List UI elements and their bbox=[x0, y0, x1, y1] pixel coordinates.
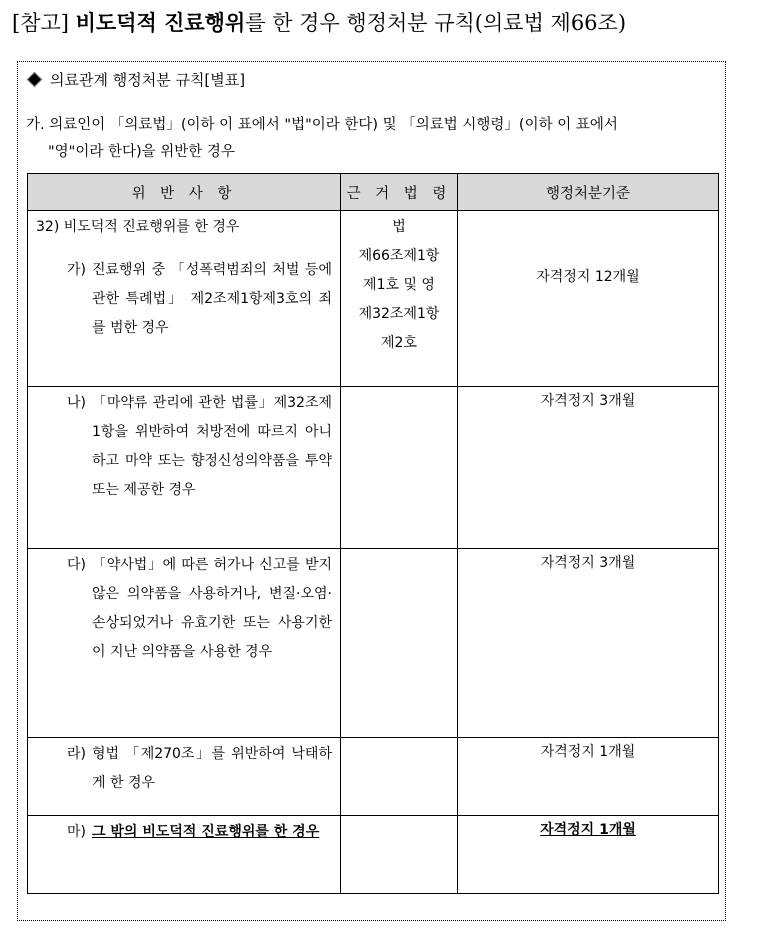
intro-line-2: "영"이라 한다)을 위반한 경우 bbox=[48, 144, 235, 160]
group-title: 32) 비도덕적 진료행위를 한 경우 bbox=[36, 219, 240, 235]
intro-paragraph bbox=[26, 112, 716, 166]
item-label: 다) bbox=[67, 557, 86, 573]
violation-item bbox=[36, 740, 332, 798]
item-text: 진료행위 중 「성폭력범죄의 처벌 등에 관한 특례법」 제2조제1항제3호의 죄를 범한 경우 bbox=[92, 262, 332, 336]
table-row bbox=[28, 387, 719, 549]
table-row bbox=[28, 738, 719, 816]
penalty-text-emphasized: 자격정지 1개월 bbox=[540, 822, 636, 838]
penalty-cell: 자격정지 1개월 bbox=[458, 738, 719, 816]
item-text: 「마약류 관리에 관한 법률」제32조제1항을 위반하여 처방전에 따르지 아니하고 마약 또는 향정신성의약품을 투약 또는 제공한 경우 bbox=[92, 395, 332, 498]
violation-item bbox=[36, 818, 332, 847]
table-row bbox=[28, 211, 719, 387]
table-row bbox=[28, 816, 719, 894]
basis-line: 법 bbox=[392, 219, 406, 235]
header-legal-basis: 근 거 법 령 bbox=[341, 174, 458, 211]
header-penalty: 행정처분기준 bbox=[458, 174, 719, 211]
basis-line: 제66조제1항 bbox=[358, 248, 440, 264]
penalty-cell: 자격정지 3개월 bbox=[458, 549, 719, 738]
violation-cell bbox=[28, 387, 341, 549]
legal-basis-cell bbox=[341, 738, 458, 816]
item-label: 라) bbox=[67, 746, 86, 762]
item-label: 마) bbox=[67, 824, 86, 840]
penalty-cell bbox=[458, 816, 719, 894]
section-heading-text: 의료관계 행정처분 규칙[별표] bbox=[50, 71, 246, 89]
violation-item bbox=[36, 551, 332, 667]
violation-cell bbox=[28, 549, 341, 738]
violation-cell bbox=[28, 211, 341, 387]
diamond-bullet-icon bbox=[27, 72, 43, 88]
intro-line-1: 가. 의료인이 「의료법」(이하 이 표에서 "법"이라 한다) 및 「의료법 시행령」(이하 이 표에서 bbox=[26, 117, 618, 133]
legal-basis-cell bbox=[341, 211, 458, 387]
table-row bbox=[28, 549, 719, 738]
title-emphasis: 비도덕적 진료행위 bbox=[75, 10, 246, 35]
item-label: 나) bbox=[67, 395, 86, 411]
penalty-cell: 자격정지 3개월 bbox=[458, 387, 719, 549]
item-label: 가) bbox=[67, 262, 86, 278]
legal-basis-cell bbox=[341, 387, 458, 549]
penalty-cell: 자격정지 12개월 bbox=[458, 211, 719, 387]
item-text: 형법 「제270조」를 위반하여 낙태하게 한 경우 bbox=[92, 746, 332, 791]
title-prefix: [참고] bbox=[12, 11, 76, 35]
basis-line: 제1호 및 영 bbox=[363, 277, 435, 293]
violation-item bbox=[36, 256, 332, 343]
title-suffix: 를 한 경우 행정처분 규칙(의료법 제66조) bbox=[245, 11, 627, 35]
violation-item bbox=[36, 389, 332, 505]
legal-basis-cell bbox=[341, 816, 458, 894]
page-title bbox=[12, 6, 626, 40]
violation-cell bbox=[28, 816, 341, 894]
item-text-emphasized: 그 밖의 비도덕적 진료행위를 한 경우 bbox=[92, 824, 320, 840]
basis-line: 제32조제1항 bbox=[358, 306, 440, 322]
header-violation: 위 반 사 항 bbox=[28, 174, 341, 211]
violation-cell bbox=[28, 738, 341, 816]
penalty-table bbox=[27, 173, 719, 894]
basis-line: 제2호 bbox=[381, 335, 417, 351]
section-heading bbox=[26, 67, 245, 93]
legal-basis-cell bbox=[341, 549, 458, 738]
table-header-row bbox=[28, 174, 719, 211]
item-text: 「약사법」에 따른 허가나 신고를 받지 않은 의약품을 사용하거나, 변질·오염·손상되었거나 유효기한 또는 사용기한이 지난 의약품을 사용한 경우 bbox=[92, 557, 332, 660]
